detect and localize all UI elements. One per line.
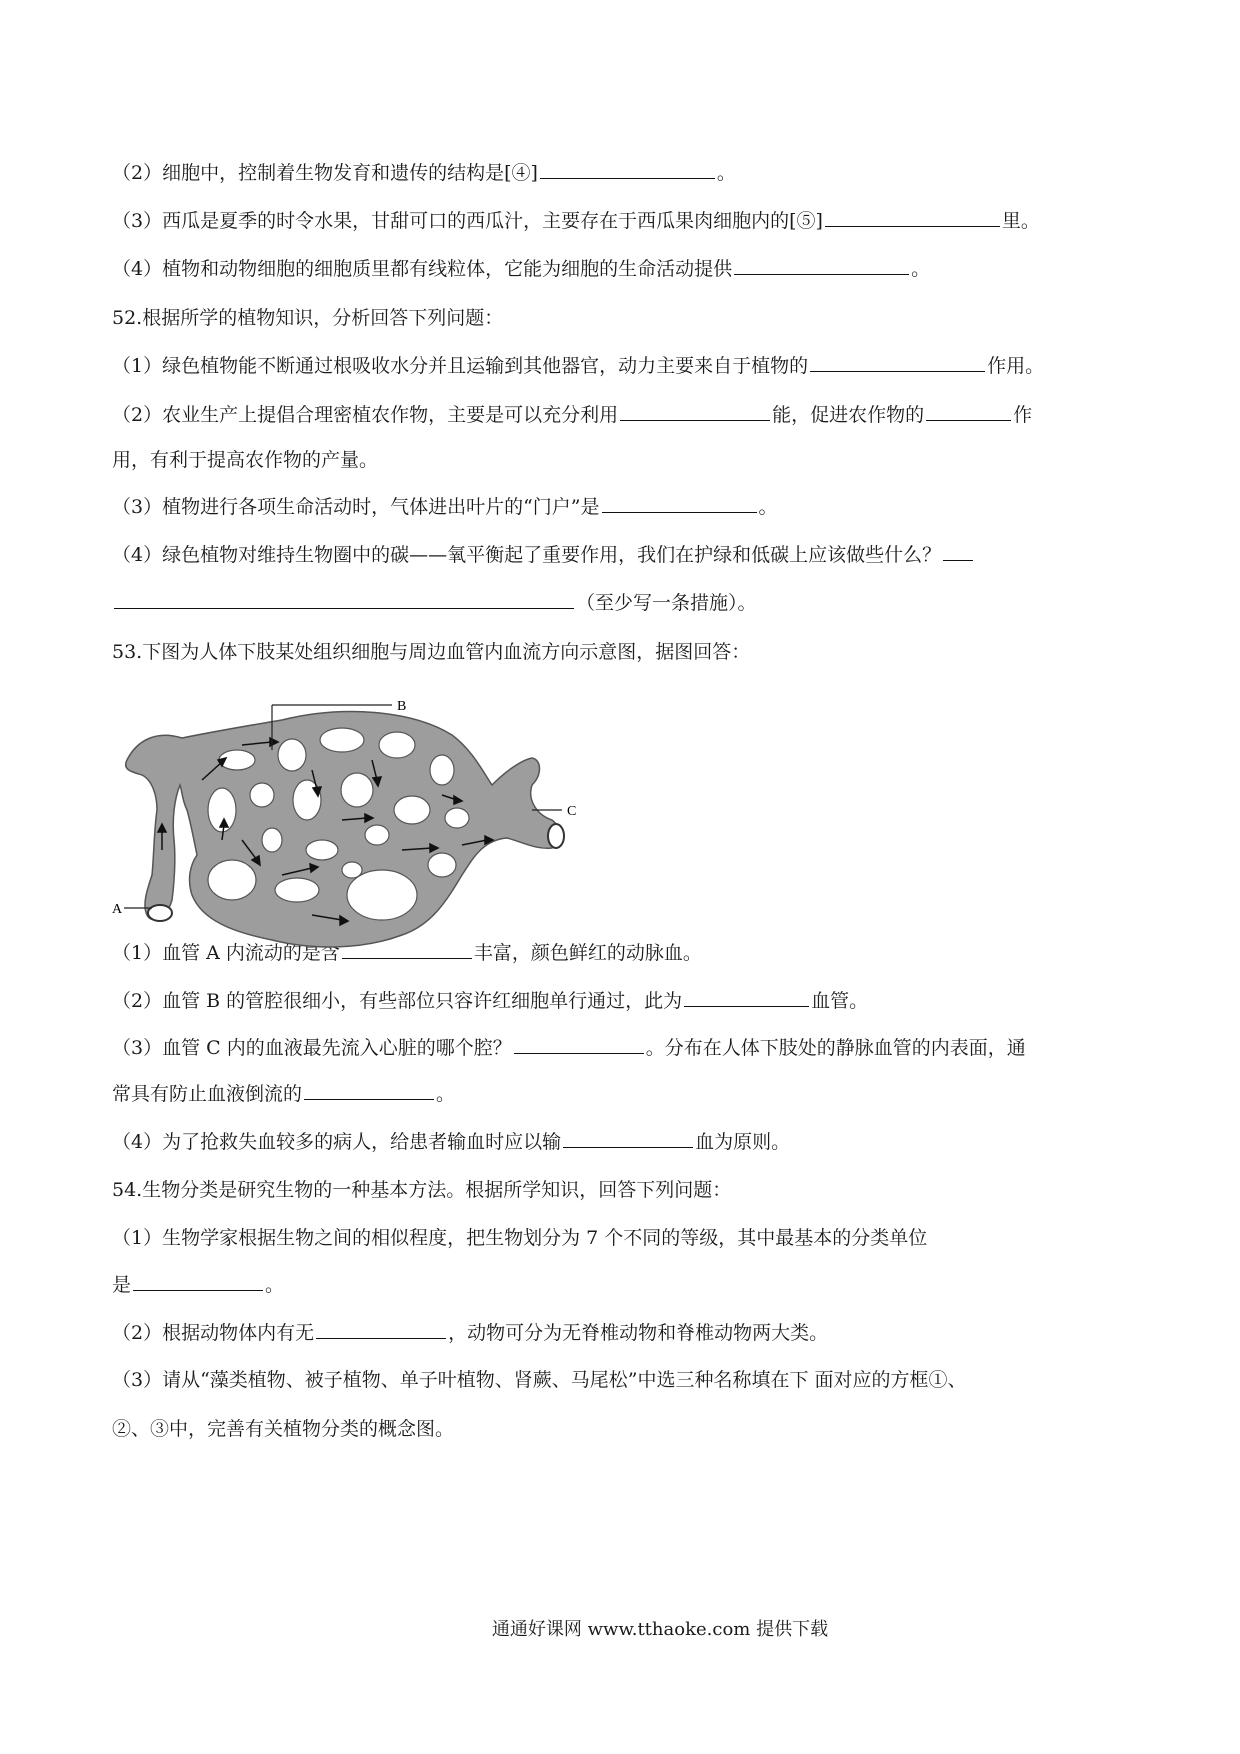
question-text: 53.下图为人体下肢某处组织细胞与周边血管内血流方向示意图，据图回答： [112,641,751,663]
question-text: 作用。 [987,355,1045,377]
question-text: 血为原则。 [695,1131,791,1153]
question-text: 。分布在人体下肢处的静脉血管的内表面，通 [645,1037,1026,1059]
question-text: （3）血管 C 内的血液最先流入心脏的哪个腔？ [112,1037,512,1059]
answer-blank[interactable] [943,542,973,561]
question-text: ②、③中，完善有关植物分类的概念图。 [112,1418,455,1440]
answer-blank[interactable] [514,1035,644,1054]
question-text: （1）血管 A 内流动的是含 [112,942,340,964]
question-text: （4）植物和动物细胞的细胞质里都有线粒体，它能为细胞的生命活动提供 [112,258,733,280]
question-text: （4）为了抢救失血较多的病人，给患者输血时应以输 [112,1131,562,1153]
capillary-network-figure [112,699,577,960]
question-line [112,494,778,520]
answer-blank[interactable] [304,1081,434,1100]
answer-blank[interactable] [563,1129,693,1148]
question-text: 。 [265,1274,285,1296]
label-b: B [397,699,407,714]
question-text: （2）细胞中，控制着生物发育和遗传的结构是[④] [112,162,538,184]
question-text: 。 [716,162,736,184]
question-text: （4）绿色植物对维持生物圈中的碳——氧平衡起了重要作用，我们在护绿和低碳上应该做些什么？ [112,544,942,566]
question-line [112,256,930,282]
question-line [112,1035,1026,1061]
answer-blank[interactable] [684,988,809,1007]
page-footer: 通通好课网 www.tthaoke.com 提供下载 [491,1619,829,1640]
question-text: 54.生物分类是研究生物的一种基本方法。根据所学知识，回答下列问题： [112,1179,732,1201]
answer-blank[interactable] [316,1320,446,1339]
question-text: 用，有利于提高农作物的产量。 [112,449,379,471]
question-text: （1）绿色植物能不断通过根吸收水分并且运输到其他器官，动力主要来自于植物的 [112,355,809,377]
question-line [112,208,1040,234]
question-text: （2）血管 B 的管腔很细小，有些部位只容许红细胞单行通过，此为 [112,990,683,1012]
question-line [112,1367,967,1393]
question-line [112,447,378,473]
question-text: 。 [436,1083,456,1105]
question-text: 能，促进农作物的 [772,404,925,426]
question-line [112,639,750,665]
question-line [112,353,1044,379]
answer-blank[interactable] [114,590,574,609]
question-line [112,1081,455,1107]
answer-blank[interactable] [602,494,757,513]
question-text: 52.根据所学的植物知识，分析回答下列问题： [112,307,504,329]
question-line [112,1272,284,1298]
question-line [112,1129,790,1155]
question-text: 。 [911,258,931,280]
vessel-c-opening [548,824,564,848]
question-text: ，动物可分为无脊椎动物和脊椎动物两大类。 [448,1322,829,1344]
question-text: （3）西瓜是夏季的时令水果，甘甜可口的西瓜汁，主要存在于西瓜果肉细胞内的[⑤] [112,210,823,232]
question-text: （2）农业生产上提倡合理密植农作物，主要是可以充分利用 [112,404,619,426]
question-text: 里。 [1001,210,1040,232]
question-text: （3）请从“藻类植物、被子植物、单子叶植物、肾蕨、马尾松”中选三种名称填在下 面对应的方框①、 [112,1369,967,1391]
question-line [112,1320,828,1346]
question-line [112,542,975,568]
question-text: 是 [112,1274,132,1296]
answer-blank[interactable] [540,160,715,179]
answer-blank[interactable] [926,402,1011,421]
question-line [112,1225,927,1251]
answer-blank[interactable] [734,256,909,275]
answer-blank[interactable] [810,353,985,372]
answer-blank[interactable] [133,1272,263,1291]
question-text: 血管。 [811,990,869,1012]
question-text: 常具有防止血液倒流的 [112,1083,303,1105]
question-text: （2）根据动物体内有无 [112,1322,315,1344]
question-text: （至少写一条措施）。 [576,592,757,614]
question-text: 丰富，颜色鲜红的动脉血。 [473,942,702,964]
question-line [112,1416,454,1442]
label-c: C [567,804,577,819]
question-line [112,305,503,331]
question-line [112,590,757,616]
blood-vessel-diagram [112,699,577,964]
question-line [112,402,1032,428]
answer-blank[interactable] [825,208,1000,227]
question-text: 。 [758,496,778,518]
answer-blank[interactable] [620,402,770,421]
question-line [112,1177,731,1203]
question-text: （3）植物进行各项生命活动时，气体进出叶片的“门户”是 [112,496,600,518]
label-a: A [112,902,123,917]
question-text: 作 [1013,404,1033,426]
question-line [112,160,736,186]
question-line [112,988,868,1014]
question-text: （1）生物学家根据生物之间的相似程度，把生物划分为 7 个不同的等级，其中最基本的分类单位 [112,1227,928,1249]
